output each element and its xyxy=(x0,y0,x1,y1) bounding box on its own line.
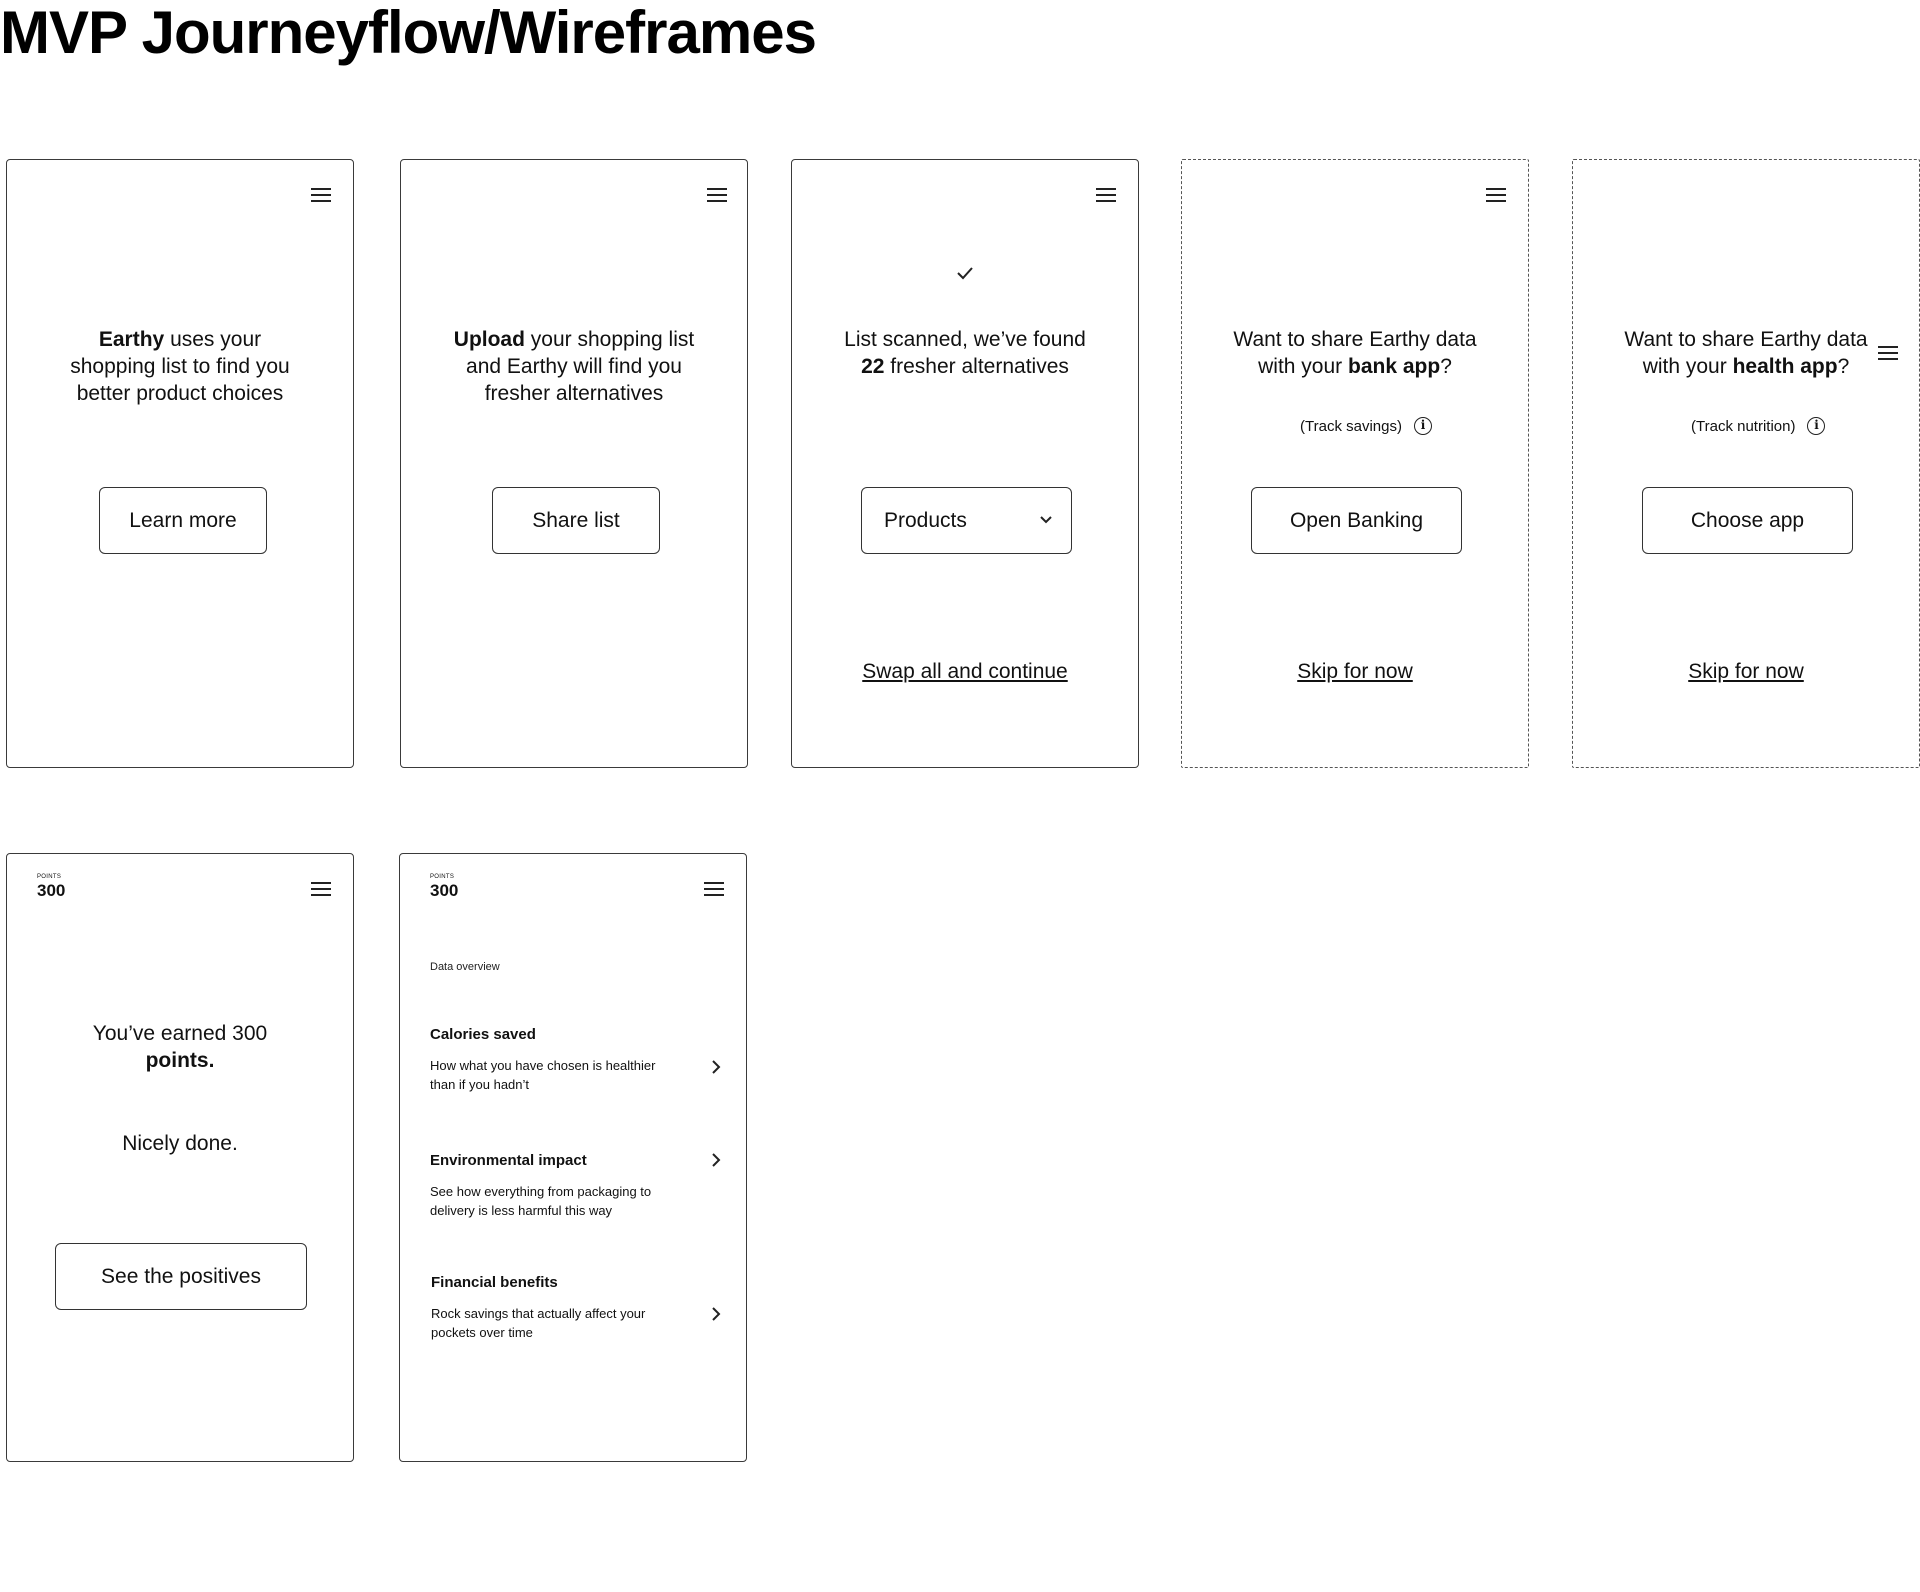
wireframe-scan-result xyxy=(791,159,1139,768)
hamburger-menu-icon[interactable] xyxy=(704,882,724,898)
hamburger-menu-icon[interactable] xyxy=(311,188,331,204)
health-share-copy: Want to share Earthy data with your health app? xyxy=(1624,328,1868,378)
points-label: POINTS xyxy=(37,874,62,880)
calories-saved-row[interactable] xyxy=(430,1026,724,1096)
environmental-impact-row[interactable] xyxy=(430,1152,724,1222)
upload-copy: Upload your shopping list and Earthy will find you fresher alternatives xyxy=(453,328,695,405)
check-icon xyxy=(956,266,974,280)
swap-all-link[interactable]: Swap all and continue xyxy=(862,660,1068,683)
hamburger-menu-icon[interactable] xyxy=(311,882,331,898)
products-dropdown[interactable] xyxy=(861,487,1072,554)
track-nutrition-note: (Track nutrition) i xyxy=(1691,417,1825,435)
learn-more-button[interactable]: Learn more xyxy=(99,487,267,554)
scan-result-copy: List scanned, we’ve found 22 fresher alternatives xyxy=(844,328,1086,378)
points-value: 300 xyxy=(37,881,66,900)
data-overview-label: Data overview xyxy=(430,961,500,973)
hamburger-menu-icon[interactable] xyxy=(1096,188,1116,204)
points-display xyxy=(37,874,65,901)
wireframe-health-share xyxy=(1572,159,1920,768)
hamburger-menu-icon[interactable] xyxy=(707,188,727,204)
wireframe-points-earned xyxy=(6,853,354,1462)
open-banking-button[interactable]: Open Banking xyxy=(1251,487,1462,554)
row-title: Financial benefits xyxy=(431,1274,558,1291)
intro-copy: Earthy uses your shopping list to find you better product choices xyxy=(70,328,290,405)
skip-for-now-link[interactable]: Skip for now xyxy=(1297,660,1413,683)
wireframe-data-overview xyxy=(399,853,747,1462)
chevron-right-icon[interactable] xyxy=(708,1059,724,1075)
points-label: POINTS xyxy=(430,874,455,880)
wireframe-upload xyxy=(400,159,748,768)
points-earned-copy: You’ve earned 300 points. xyxy=(92,1022,268,1072)
wireframe-intro xyxy=(6,159,354,768)
see-positives-button[interactable]: See the positives xyxy=(55,1243,307,1310)
points-value: 300 xyxy=(430,881,459,900)
products-dropdown-label: Products xyxy=(884,508,967,532)
hamburger-menu-icon[interactable] xyxy=(1486,188,1506,204)
row-title: Calories saved xyxy=(430,1026,536,1043)
info-icon[interactable]: i xyxy=(1807,417,1825,435)
row-description: See how everything from packaging to delivery is less harmful this way xyxy=(430,1184,652,1218)
bank-share-copy: Want to share Earthy data with your bank app? xyxy=(1233,328,1477,378)
skip-for-now-link[interactable]: Skip for now xyxy=(1688,660,1804,683)
row-description: How what you have chosen is healthier than if you hadn’t xyxy=(430,1058,656,1092)
share-list-button[interactable]: Share list xyxy=(492,487,660,554)
info-icon[interactable]: i xyxy=(1414,417,1432,435)
nicely-done-text: Nicely done. xyxy=(122,1132,238,1155)
chevron-down-icon xyxy=(1039,515,1053,525)
chevron-right-icon[interactable] xyxy=(708,1306,724,1322)
wireframe-bank-share xyxy=(1181,159,1529,768)
financial-benefits-row[interactable] xyxy=(431,1274,724,1344)
points-display xyxy=(430,874,458,901)
chevron-right-icon[interactable] xyxy=(708,1152,724,1168)
row-description: Rock savings that actually affect your pockets over time xyxy=(431,1306,646,1340)
choose-app-button[interactable]: Choose app xyxy=(1642,487,1853,554)
track-savings-note: (Track savings) i xyxy=(1300,417,1432,435)
page-title: MVP Journeyflow/Wireframes xyxy=(0,0,816,66)
row-title: Environmental impact xyxy=(430,1152,587,1169)
